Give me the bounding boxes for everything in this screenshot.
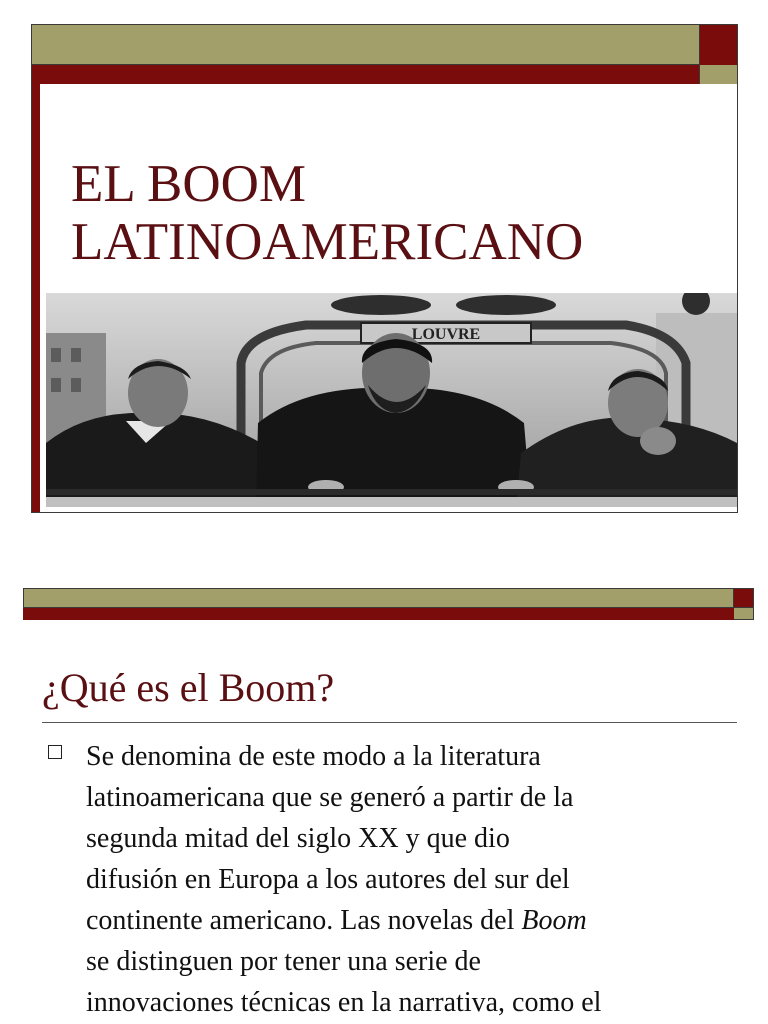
bullet-line-5 [86, 900, 736, 941]
bullet-line-2: latinoamericana que se generó a partir de la [86, 782, 574, 813]
slide2-header-olive-bar [23, 588, 734, 608]
slide-title-line-1: EL BOOM [71, 155, 307, 213]
bullet-line-4: difusión en Europa a los autores del sur del [86, 864, 570, 895]
slide2-bullet-text [86, 736, 736, 1023]
bullet-line-6: se distinguen por tener una serie de [86, 946, 481, 977]
title-slide [31, 24, 738, 513]
slide2-header-olive-square [734, 608, 754, 620]
authors-photo [46, 293, 737, 507]
header-red-square [699, 25, 737, 65]
slide-title-line-2: LATINOAMERICANO [71, 213, 584, 271]
slide2-header-red-square [734, 588, 754, 608]
slide2-header-red-bar [23, 608, 734, 620]
bullet-line-5-text: continente americano. Las novelas del [86, 905, 522, 936]
left-accent-bar [32, 84, 40, 513]
header-olive-square [699, 65, 737, 84]
slide-title [71, 155, 583, 271]
header-red-bar [32, 65, 699, 84]
slide2-heading-rule [42, 722, 737, 723]
louvre-sign-text: LOUVRE [411, 326, 481, 343]
bullet-line-7: innovaciones técnicas en la narrativa, como el [86, 987, 602, 1018]
bullet-line-1: Se denomina de este modo a la literatura [86, 741, 541, 772]
header-olive-bar [32, 25, 699, 65]
bullet-line-5-emphasis: Boom [521, 905, 587, 936]
photo-railing [46, 489, 737, 495]
square-bullet-icon [48, 745, 62, 759]
bullet-line-3: segunda mitad del siglo XX y que dio [86, 823, 510, 854]
slide2-heading: ¿Qué es el Boom? [42, 665, 335, 710]
authors-photo-drawing [46, 293, 737, 507]
